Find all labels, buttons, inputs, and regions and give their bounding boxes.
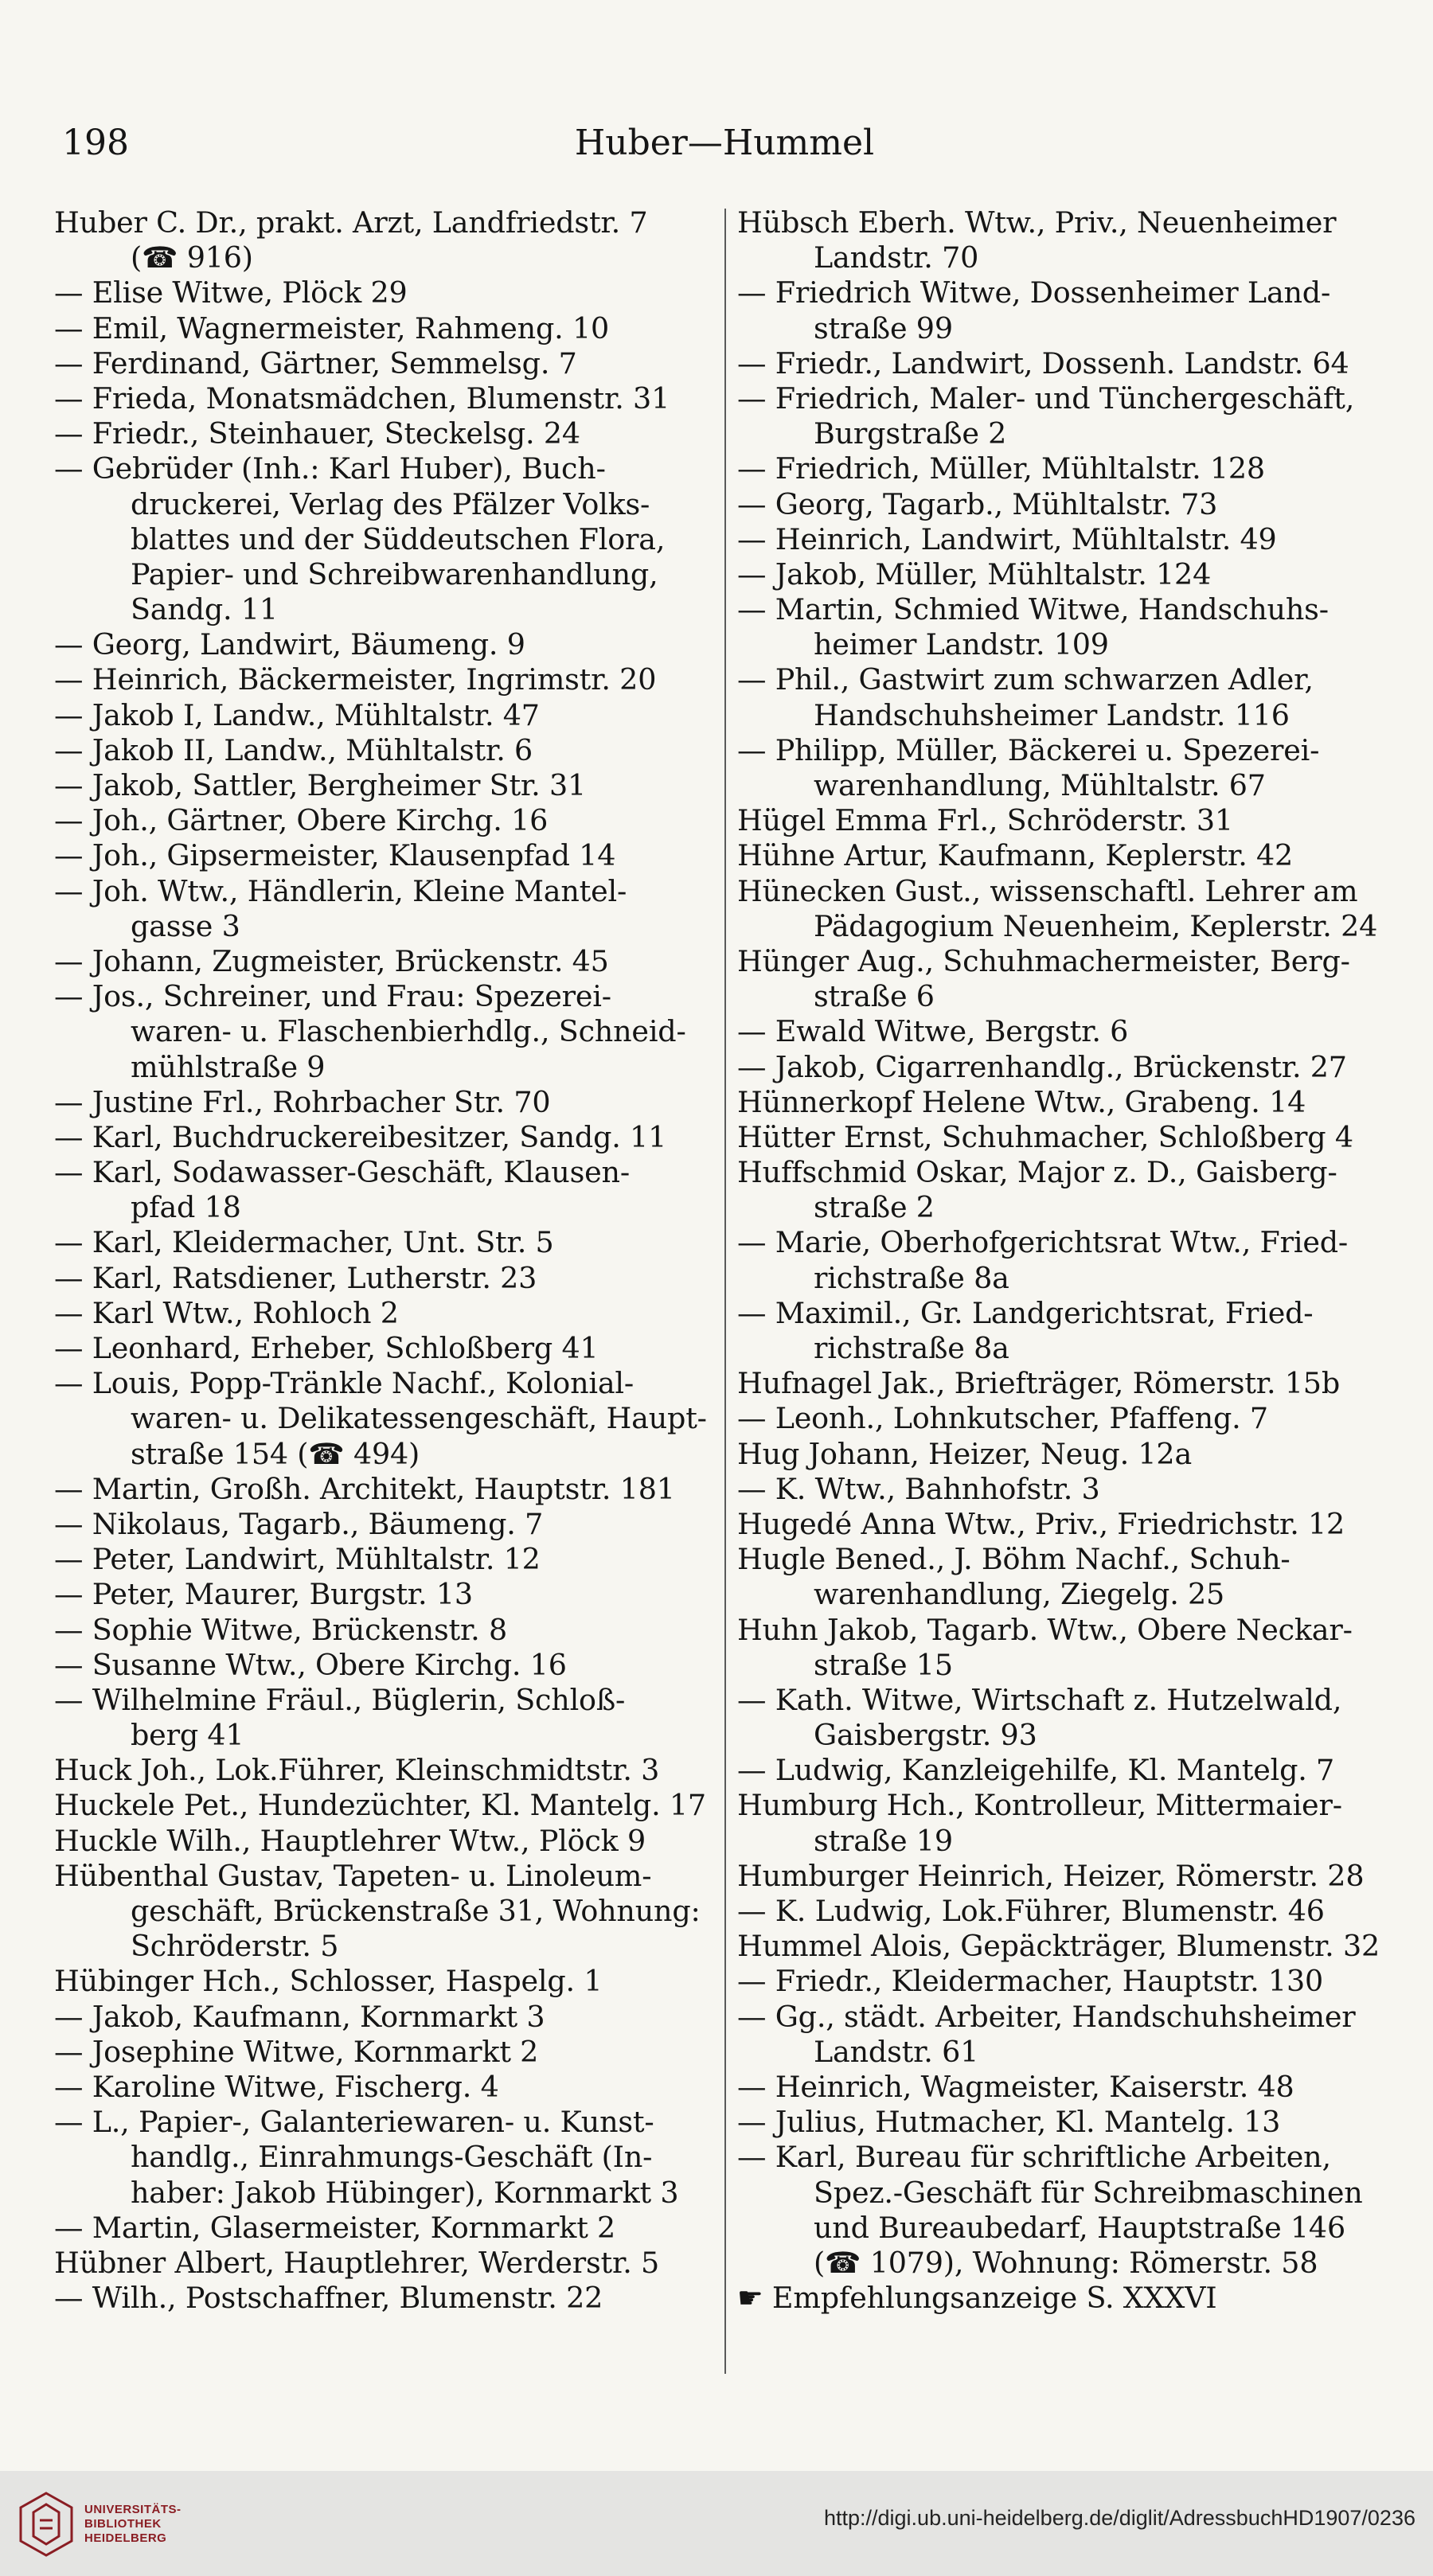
directory-entry [54, 2000, 715, 2035]
directory-entry [54, 1964, 715, 1999]
entry-line: — Friedrich Witwe, Dossenheimer Land- [737, 275, 1331, 310]
entry-continuation-line: Schröderstr. 5 [131, 1929, 339, 1964]
left-column [54, 205, 715, 2316]
entry-continuation-line: straße 154 (☎ 494) [131, 1436, 420, 1471]
entry-line: — Jakob, Sattler, Bergheimer Str. 31 [54, 768, 587, 802]
directory-entry [54, 1542, 715, 1577]
entry-line: Huckele Pet., Hundezüchter, Kl. Mantelg. 17 [54, 1788, 706, 1823]
entry-line: — Joh., Gipsermeister, Klausenpfad 14 [54, 838, 616, 873]
entry-line: — Karl, Buchdruckereibesitzer, Sandg. 11 [54, 1119, 667, 1154]
entry-line: — Jakob, Müller, Mühltalstr. 124 [737, 556, 1212, 591]
entry-continuation-line: heimer Landstr. 109 [814, 627, 1109, 662]
entry-continuation-line: geschäft, Brückenstraße 31, Wohnung: [131, 1894, 701, 1928]
entry-line: Hübenthal Gustav, Tapeten- u. Linoleum- [54, 1858, 652, 1893]
entry-continuation-line: (☎ 916) [131, 240, 253, 275]
entry-continuation-line: warenhandlung, Mühltalstr. 67 [814, 768, 1266, 802]
entry-line: — Justine Frl., Rohrbacher Str. 70 [54, 1084, 551, 1119]
directory-entry [54, 768, 715, 803]
entry-continuation-line: Burgstraße 2 [814, 416, 1007, 451]
entry-line: — Sophie Witwe, Brückenstr. 8 [54, 1612, 508, 1647]
directory-entry [737, 592, 1398, 662]
entry-line: — Friedrich, Maler- und Tünchergeschäft, [737, 381, 1355, 416]
directory-entry [54, 1120, 715, 1155]
directory-entry [54, 838, 715, 873]
entry-line: — Marie, Oberhofgerichtsrat Wtw., Fried- [737, 1225, 1349, 1260]
entry-line: Hünger Aug., Schuhmachermeister, Berg- [737, 943, 1350, 978]
entry-line: — Heinrich, Bäckermeister, Ingrimstr. 20 [54, 662, 657, 697]
directory-entry [737, 1225, 1398, 1295]
entry-continuation-line: richstraße 8a [814, 1331, 1009, 1365]
entry-line: — Jakob, Cigarrenhandlg., Brückenstr. 27 [737, 1049, 1347, 1084]
directory-entry [54, 1225, 715, 1260]
entry-line: Humburg Hch., Kontrolleur, Mittermaier- [737, 1788, 1342, 1823]
entry-line: — Martin, Großh. Architekt, Hauptstr. 181 [54, 1471, 675, 1506]
entry-continuation-line: straße 19 [814, 1823, 953, 1858]
entry-line: — Heinrich, Landwirt, Mühltalstr. 49 [737, 521, 1277, 556]
directory-entry [54, 733, 715, 768]
directory-entry [54, 1683, 715, 1753]
directory-entry [54, 698, 715, 733]
directory-entry [54, 1507, 715, 1542]
directory-entry [737, 1859, 1398, 1894]
entry-line: — Karl, Bureau für schriftliche Arbeiten, [737, 2140, 1331, 2175]
directory-entry [737, 1014, 1398, 1049]
entry-continuation-line: Gaisbergstr. 93 [814, 1718, 1037, 1753]
entry-line: Hünnerkopf Helene Wtw., Grabeng. 14 [737, 1084, 1306, 1119]
directory-entry [737, 1964, 1398, 1999]
entry-line: — Leonh., Lohnkutscher, Pfaffeng. 7 [737, 1401, 1268, 1436]
page-number: 198 [62, 123, 129, 163]
directory-entry [737, 2140, 1398, 2281]
entry-line: — Friedrich, Müller, Mühltalstr. 128 [737, 451, 1265, 486]
library-seal-icon [16, 2488, 76, 2560]
entry-line: — Karl, Sodawasser-Geschäft, Klausen- [54, 1155, 630, 1190]
directory-entry [737, 1437, 1398, 1472]
directory-entry [54, 2105, 715, 2211]
directory-entry [54, 451, 715, 627]
right-column [737, 205, 1398, 2316]
entry-line: — Josephine Witwe, Kornmarkt 2 [54, 2034, 539, 2069]
directory-entry [737, 381, 1398, 451]
source-url-link[interactable]: http://digi.ub.uni-heidelberg.de/diglit/AdressbuchHD1907/0236 [823, 2506, 1415, 2530]
directory-entry [54, 1296, 715, 1331]
entry-line: — Jakob II, Landw., Mühltalstr. 6 [54, 732, 533, 767]
directory-entry [54, 311, 715, 346]
entry-continuation-line: straße 6 [814, 979, 935, 1014]
page-title: Huber—Hummel [574, 123, 875, 163]
directory-entry [54, 1824, 715, 1859]
directory-entry [54, 1366, 715, 1472]
entry-continuation-line: warenhandlung, Ziegelg. 25 [814, 1577, 1225, 1612]
entry-line: — Nikolaus, Tagarb., Bäumeng. 7 [54, 1506, 544, 1541]
directory-entry [54, 381, 715, 416]
entry-line: — Karl, Kleidermacher, Unt. Str. 5 [54, 1225, 554, 1260]
entry-line: Hufnagel Jak., Briefträger, Römerstr. 15b [737, 1366, 1340, 1401]
directory-entry [54, 2246, 715, 2281]
directory-entry [54, 1155, 715, 1225]
entry-line: Huhn Jakob, Tagarb. Wtw., Obere Neckar- [737, 1612, 1353, 1647]
directory-entry [737, 275, 1398, 345]
entry-line: — Maximil., Gr. Landgerichtsrat, Fried- [737, 1295, 1314, 1330]
entry-continuation-line: (☎ 1079), Wohnung: Römerstr. 58 [814, 2245, 1318, 2280]
entry-line: — Friedr., Steinhauer, Steckelsg. 24 [54, 416, 580, 451]
entry-line: — L., Papier-, Galanteriewaren- u. Kunst- [54, 2105, 654, 2140]
entry-continuation-line: Spez.-Geschäft für Schreibmaschinen [814, 2175, 1363, 2210]
entry-line: — Martin, Glasermeister, Kornmarkt 2 [54, 2210, 616, 2245]
entry-line: — Wilhelmine Fräul., Büglerin, Schloß- [54, 1682, 626, 1717]
entry-line: — Joh. Wtw., Händlerin, Kleine Mantel- [54, 873, 627, 908]
page-header [56, 111, 1393, 175]
entry-line: — Emil, Wagnermeister, Rahmeng. 10 [54, 310, 609, 345]
directory-entry [737, 1366, 1398, 1401]
directory-entry [737, 1085, 1398, 1120]
entry-line: — Susanne Wtw., Obere Kirchg. 16 [54, 1647, 567, 1682]
directory-entry [737, 1507, 1398, 1542]
entry-line: — Friedr., Landwirt, Dossenh. Landstr. 64 [737, 345, 1349, 381]
entry-line: — Kath. Witwe, Wirtschaft z. Hutzelwald, [737, 1682, 1342, 1717]
directory-entry [737, 1542, 1398, 1612]
directory-entry [54, 275, 715, 310]
entry-line: Huckle Wilh., Hauptlehrer Wtw., Plöck 9 [54, 1823, 646, 1858]
directory-entry [54, 1859, 715, 1965]
entry-line: — Friedr., Kleidermacher, Hauptstr. 130 [737, 1964, 1323, 1999]
entry-line: Hübsch Eberh. Wtw., Priv., Neuenheimer [737, 205, 1337, 240]
library-logo[interactable] [16, 2488, 223, 2560]
directory-entry [54, 1648, 715, 1683]
entry-line: — Julius, Hutmacher, Kl. Mantelg. 13 [737, 2105, 1281, 2140]
entry-line: Hübner Albert, Hauptlehrer, Werderstr. 5 [54, 2245, 660, 2280]
entry-continuation-line: waren- u. Delikatessengeschäft, Haupt- [131, 1401, 707, 1436]
entry-continuation-line: druckerei, Verlag des Pfälzer Volks- [131, 486, 650, 521]
entry-line: — Frieda, Monatsmädchen, Blumenstr. 31 [54, 381, 670, 416]
directory-entry [54, 874, 715, 944]
directory-entry [54, 2281, 715, 2316]
directory-entry [737, 733, 1398, 803]
directory-entry [54, 1472, 715, 1507]
entry-line: — Heinrich, Wagmeister, Kaiserstr. 48 [737, 2069, 1294, 2104]
directory-entry [54, 1753, 715, 1788]
directory-entry [54, 1788, 715, 1823]
entry-line: — Gg., städt. Arbeiter, Handschuhsheimer [737, 1999, 1356, 2034]
entry-continuation-line: straße 15 [814, 1647, 953, 1682]
entry-continuation-line: Handschuhsheimer Landstr. 116 [814, 697, 1290, 732]
directory-entry [737, 1929, 1398, 1964]
directory-entry [54, 944, 715, 979]
directory-entry [737, 944, 1398, 1014]
entry-line: — Karl, Ratsdiener, Lutherstr. 23 [54, 1260, 537, 1295]
entry-line: Hugle Bened., J. Böhm Nachf., Schuh- [737, 1542, 1290, 1577]
entry-line: — Joh., Gärtner, Obere Kirchg. 16 [54, 803, 549, 838]
entry-line: — Gebrüder (Inh.: Karl Huber), Buch- [54, 451, 606, 486]
entry-line: — Jos., Schreiner, und Frau: Spezerei- [54, 979, 611, 1014]
entry-line: — K. Wtw., Bahnhofstr. 3 [737, 1471, 1100, 1506]
directory-entry [737, 1120, 1398, 1155]
entry-line: — Georg, Tagarb., Mühltalstr. 73 [737, 486, 1218, 521]
directory-entry [737, 874, 1398, 944]
directory-entry [737, 2281, 1398, 2316]
entry-line: — Philipp, Müller, Bäckerei u. Spezerei- [737, 732, 1320, 767]
directory-entry [54, 346, 715, 381]
entry-line: — Martin, Schmied Witwe, Handschuhs- [737, 592, 1329, 627]
footer-bar [0, 2471, 1433, 2576]
library-name: UNIVERSITÄTS- BIBLIOTHEK HEIDELBERG [84, 2503, 182, 2545]
directory-entry [737, 1155, 1398, 1225]
entry-line: ☛ Empfehlungsanzeige S. XXXVI [737, 2281, 1217, 2316]
directory-entry [54, 2035, 715, 2070]
entry-line: — Wilh., Postschaffner, Blumenstr. 22 [54, 2281, 603, 2316]
directory-entry [737, 1894, 1398, 1929]
entry-line: — Peter, Landwirt, Mühltalstr. 12 [54, 1542, 541, 1577]
entry-line: — Karoline Witwe, Fischerg. 4 [54, 2069, 499, 2104]
directory-entry [737, 1683, 1398, 1753]
entry-continuation-line: und Bureaubedarf, Hauptstraße 146 [814, 2210, 1345, 2245]
directory-entry [54, 1613, 715, 1648]
directory-entry [737, 2105, 1398, 2140]
directory-entry [54, 1085, 715, 1120]
directory-entry [737, 522, 1398, 557]
entry-line: Hütter Ernst, Schuhmacher, Schloßberg 4 [737, 1119, 1353, 1154]
entry-line: — Elise Witwe, Plöck 29 [54, 275, 408, 310]
entry-line: Hug Johann, Heizer, Neug. 12a [737, 1436, 1192, 1471]
entry-continuation-line: Papier- und Schreibwarenhandlung, [131, 556, 658, 591]
entry-continuation-line: blattes und der Süddeutschen Flora, [131, 521, 666, 556]
entry-line: — Leonhard, Erheber, Schloßberg 41 [54, 1331, 599, 1365]
directory-entry [737, 487, 1398, 522]
entry-line: — Ludwig, Kanzleigehilfe, Kl. Mantelg. 7 [737, 1753, 1335, 1788]
column-divider [724, 209, 726, 2374]
entry-continuation-line: mühlstraße 9 [131, 1049, 326, 1084]
entry-line: Huffschmid Oskar, Major z. D., Gaisberg- [737, 1155, 1337, 1190]
entry-line: Humburger Heinrich, Heizer, Römerstr. 28 [737, 1858, 1365, 1893]
directory-entry [54, 803, 715, 838]
entry-line: — Louis, Popp-Tränkle Nachf., Kolonial- [54, 1366, 635, 1401]
entry-line: — K. Ludwig, Lok.Führer, Blumenstr. 46 [737, 1894, 1325, 1928]
entry-continuation-line: straße 99 [814, 310, 953, 345]
entry-line: — Karl Wtw., Rohloch 2 [54, 1295, 399, 1330]
entry-continuation-line: Landstr. 70 [814, 240, 979, 275]
entry-line: Hünecken Gust., wissenschaftl. Lehrer am [737, 873, 1358, 908]
directory-entry [737, 662, 1398, 732]
entry-line: Hügel Emma Frl., Schröderstr. 31 [737, 803, 1233, 838]
entry-continuation-line: richstraße 8a [814, 1260, 1009, 1295]
directory-entry [737, 1472, 1398, 1507]
directory-entry [54, 2211, 715, 2246]
entry-continuation-line: straße 2 [814, 1190, 935, 1225]
directory-entry [54, 416, 715, 451]
directory-entry [54, 627, 715, 662]
entry-continuation-line: gasse 3 [131, 908, 240, 943]
entry-continuation-line: handlg., Einrahmungs-Geschäft (In- [131, 2140, 653, 2175]
directory-entry [737, 803, 1398, 838]
entry-continuation-line: waren- u. Flaschenbierhdlg., Schneid- [131, 1014, 686, 1049]
entry-line: — Ferdinand, Gärtner, Semmelsg. 7 [54, 345, 577, 381]
entry-continuation-line: Sandg. 11 [131, 592, 278, 627]
directory-entry [737, 1753, 1398, 1788]
directory-entry [737, 1401, 1398, 1436]
entry-continuation-line: Landstr. 61 [814, 2034, 979, 2069]
entry-line: Hübinger Hch., Schlosser, Haspelg. 1 [54, 1964, 603, 1999]
entry-line: — Phil., Gastwirt zum schwarzen Adler, [737, 662, 1314, 697]
directory-entry [737, 346, 1398, 381]
directory-entry [737, 2000, 1398, 2070]
entry-line: — Georg, Landwirt, Bäumeng. 9 [54, 627, 525, 662]
entry-line: Hühne Artur, Kaufmann, Keplerstr. 42 [737, 838, 1294, 873]
entry-line: Hugedé Anna Wtw., Priv., Friedrichstr. 12 [737, 1506, 1345, 1541]
entry-continuation-line: berg 41 [131, 1718, 244, 1753]
entry-continuation-line: haber: Jakob Hübinger), Kornmarkt 3 [131, 2175, 679, 2210]
directory-entry [54, 205, 715, 275]
entry-continuation-line: pfad 18 [131, 1190, 241, 1225]
directory-entry [737, 2070, 1398, 2105]
entry-line: — Peter, Maurer, Burgstr. 13 [54, 1577, 473, 1612]
entry-line: — Jakob I, Landw., Mühltalstr. 47 [54, 697, 540, 732]
directory-entry [737, 205, 1398, 275]
entry-line: — Ewald Witwe, Bergstr. 6 [737, 1014, 1129, 1049]
directory-entry [737, 1296, 1398, 1366]
entry-line: Huck Joh., Lok.Führer, Kleinschmidtstr. 3 [54, 1753, 660, 1788]
directory-entry [54, 2070, 715, 2105]
directory-entry [54, 1261, 715, 1296]
directory-entry [737, 1050, 1398, 1085]
directory-entry [737, 838, 1398, 873]
directory-entry [54, 1577, 715, 1612]
directory-entry [54, 662, 715, 697]
directory-entry [737, 451, 1398, 486]
entry-line: Huber C. Dr., prakt. Arzt, Landfriedstr. 7 [54, 205, 648, 240]
directory-entry [54, 979, 715, 1085]
directory-entry [737, 1613, 1398, 1683]
directory-entry [737, 1788, 1398, 1858]
entry-line: — Jakob, Kaufmann, Kornmarkt 3 [54, 1999, 545, 2034]
directory-entry [54, 1331, 715, 1366]
entry-line: — Johann, Zugmeister, Brückenstr. 45 [54, 943, 609, 978]
entry-line: Hummel Alois, Gepäckträger, Blumenstr. 32 [737, 1929, 1380, 1964]
entry-continuation-line: Pädagogium Neuenheim, Keplerstr. 24 [814, 908, 1378, 943]
directory-entry [737, 557, 1398, 592]
